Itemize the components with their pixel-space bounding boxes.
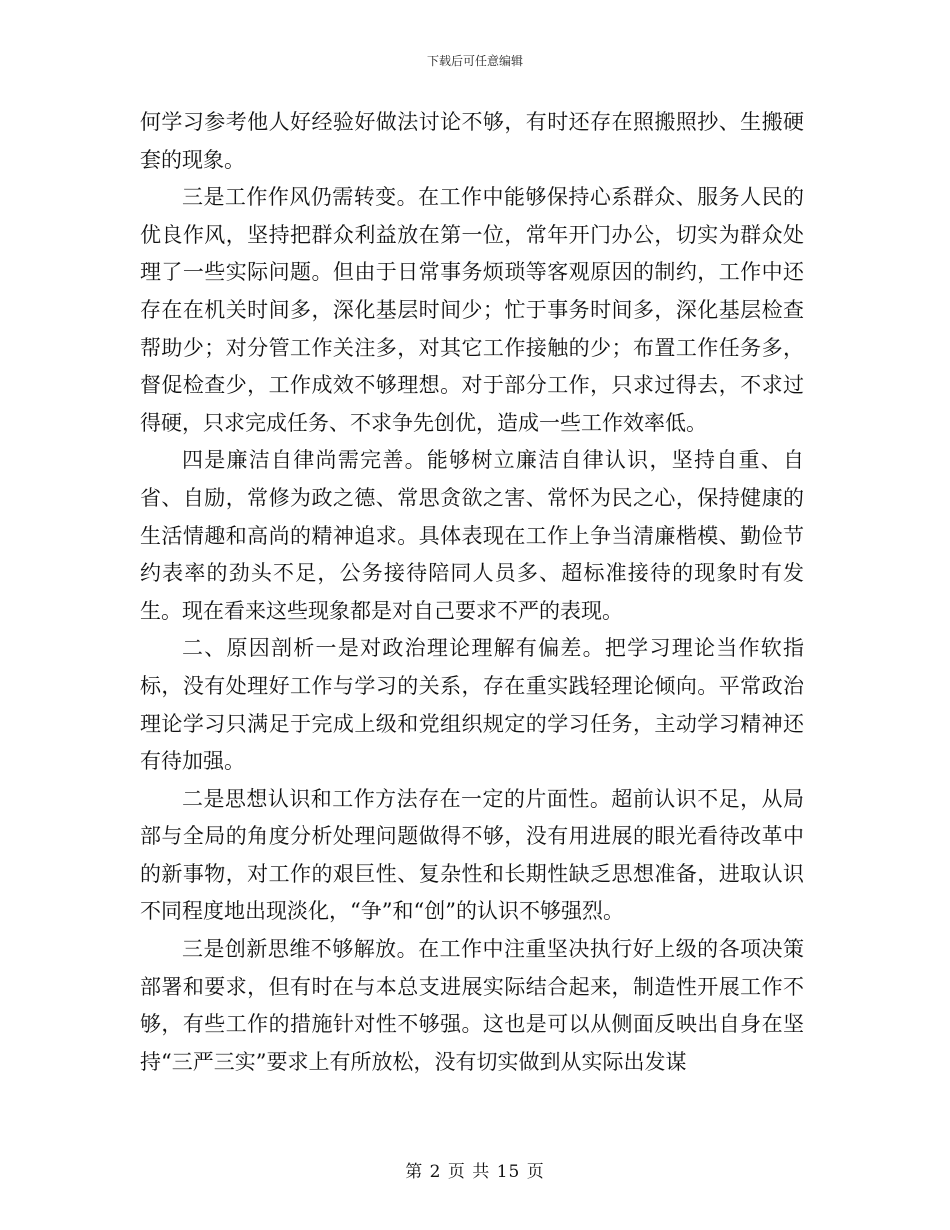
- page-header: 下载后可任意编辑: [426, 54, 523, 68]
- paragraph-4: 二、原因剖析一是对政治理论理解有偏差。把学习理论当作软指标，没有处理好工作与学习的关系，存在重实践轻理论倾向。平常政治理论学习只满足于完成上级和党组织规定的学习任务，主动学习精神还有待加强。: [140, 636, 804, 774]
- paragraph-1: 何学习参考他人好经验好做法讨论不够，有时还存在照搬照抄、生搬硬套的现象。: [140, 110, 804, 172]
- paragraph-2: 三是工作作风仍需转变。在工作中能够保持心系群众、服务人民的优良作风，坚持把群众利益放在第一位，常年开门办公，切实为群众处理了一些实际问题。但由于日常事务烦琐等客观原因的制约，工作中还存在在机关时间多，深化基层时间少；忙于事务时间多，深化基层检查帮助少；对分管工作关注多，对其它工作接触的少；布置工作任务多，督促检查少，工作成效不够理想。对于部分工作，只求过得去，不求过得硬，只求完成任务、不求争先创优，造成一些工作效率低。: [140, 185, 804, 435]
- paragraph-3: 四是廉洁自律尚需完善。能够树立廉洁自律认识，坚持自重、自省、自励，常修为政之德、常思贪欲之害、常怀为民之心，保持健康的生活情趣和高尚的精神追求。具体表现在工作上争当清廉楷模、勤俭节约表率的劲头不足，公务接待陪同人员多、超标准接待的现象时有发生。现在看来这些现象都是对自己要求不严的表现。: [140, 448, 804, 623]
- paragraph-5: 二是思想认识和工作方法存在一定的片面性。超前认识不足，从局部与全局的角度分析处理问题做得不够，没有用进展的眼光看待改革中的新事物，对工作的艰巨性、复杂性和长期性缺乏思想准备，进取认识不同程度地出现淡化，“争”和“创”的认识不够强烈。: [140, 786, 804, 924]
- document-body: [140, 104, 804, 1081]
- paragraph-6: 三是创新思维不够解放。在工作中注重坚决执行好上级的各项决策部署和要求，但有时在与本总支进展实际结合起来，制造性开展工作不够，有些工作的措施针对性不够强。这也是可以从侧面反映出自身在坚持“三严三实”要求上有所放松，没有切实做到从实际出发谋: [140, 937, 804, 1074]
- page-number-footer: 第 2 页 共 15 页: [405, 1162, 545, 1182]
